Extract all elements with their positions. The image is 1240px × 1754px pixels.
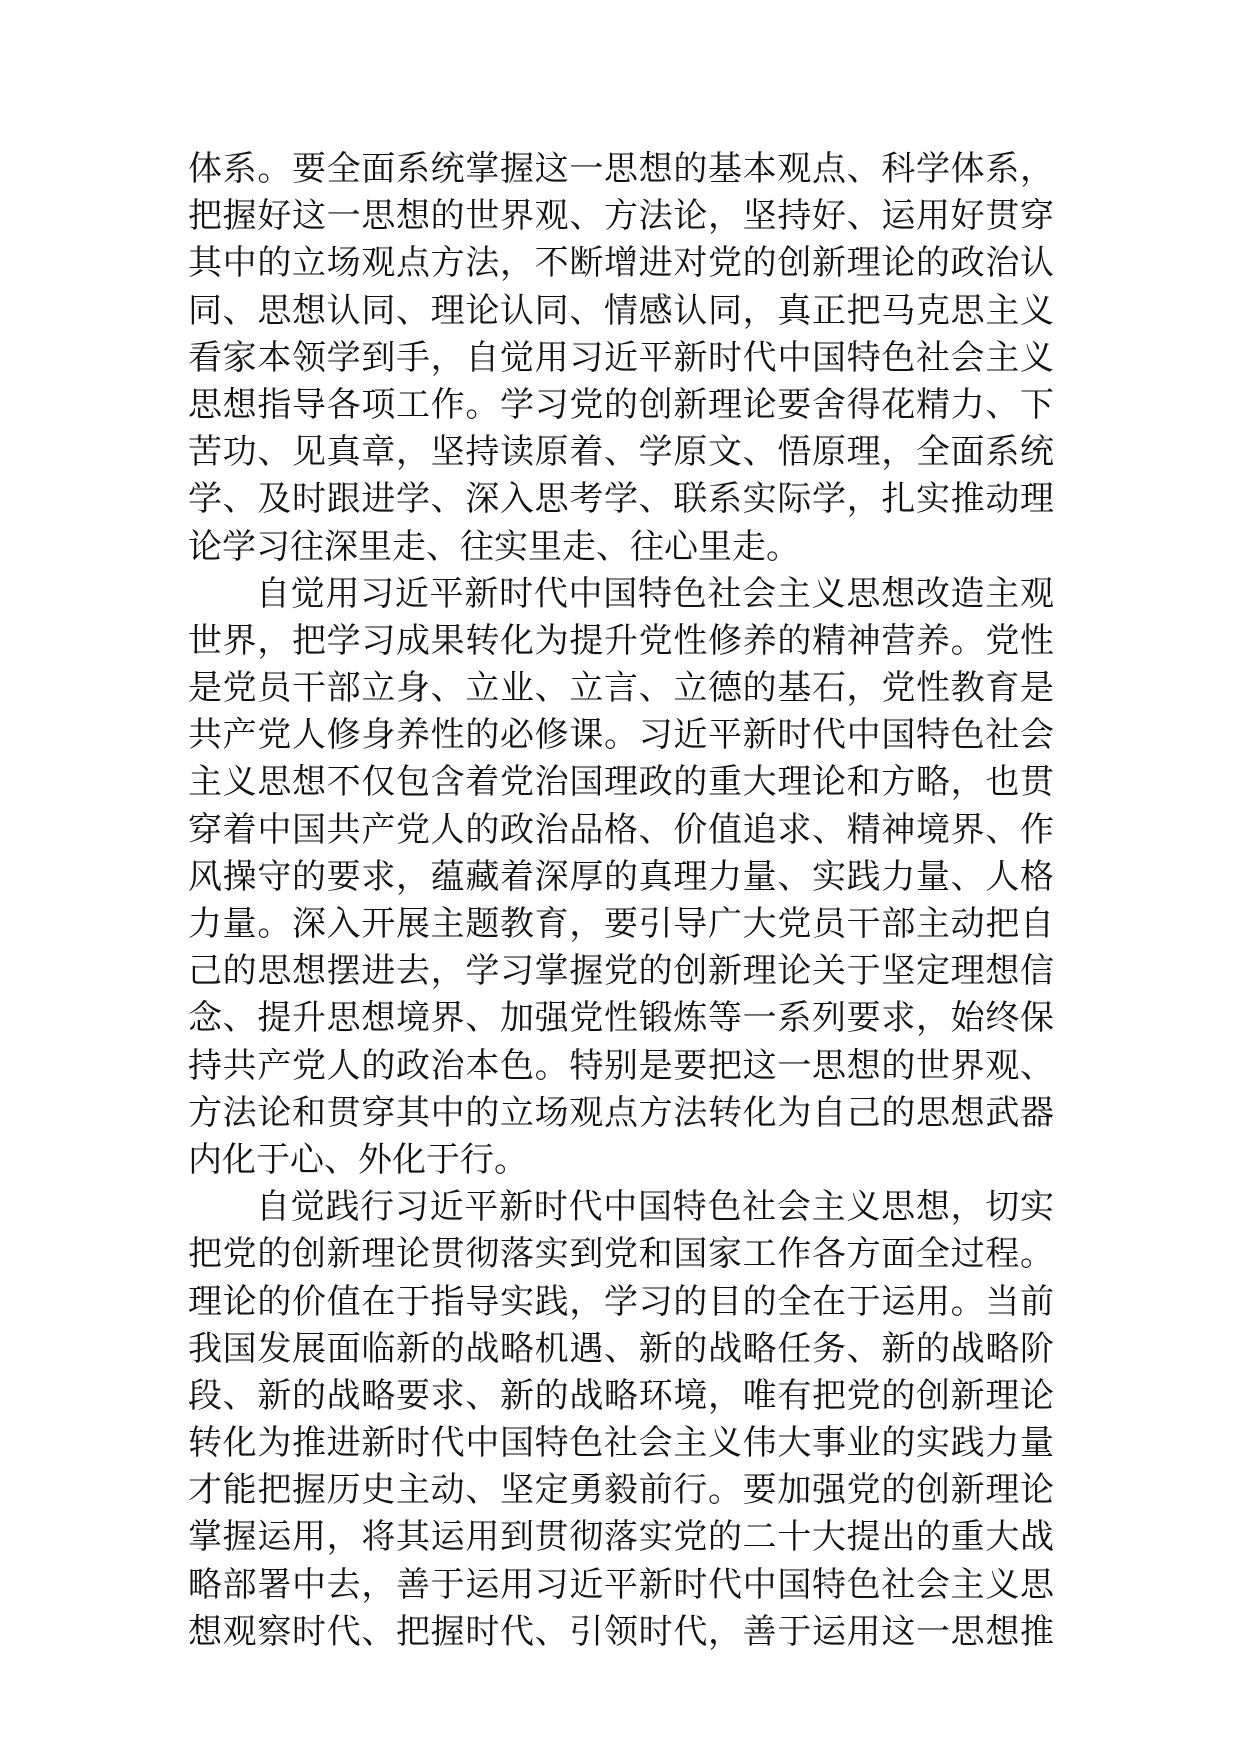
text-line: 掌握运用，将其运用到贯彻落实党的二十大提出的重大战 (188, 1517, 1054, 1558)
text-line: 把握好这一思想的世界观、方法论，坚持好、运用好贯穿 (188, 196, 1054, 237)
text-line: 理论的价值在于指导实践，学习的目的全在于运用。当前 (188, 1281, 1054, 1322)
text-line: 自觉践行习近平新时代中国特色社会主义思想，切实 (256, 1187, 1054, 1228)
text-line: 看家本领学到手，自觉用习近平新时代中国特色社会主义 (188, 337, 1054, 378)
text-line: 其中的立场观点方法，不断增进对党的创新理论的政治认 (188, 243, 1054, 284)
paragraph-1 (188, 146, 1054, 571)
text-line: 想观察时代、把握时代、引领时代，善于运用这一思想推 (188, 1611, 1054, 1652)
text-line: 论学习往深里走、往实里走、往心里走。 (188, 526, 800, 567)
text-line: 苦功、见真章，坚持读原着、学原文、悟原理，全面系统 (188, 432, 1054, 473)
text-line: 持共产党人的政治本色。特别是要把这一思想的世界观、 (188, 1045, 1054, 1086)
text-line: 才能把握历史主动、坚定勇毅前行。要加强党的创新理论 (188, 1470, 1054, 1511)
document-body (188, 146, 1054, 1656)
text-line: 念、提升思想境界、加强党性锻炼等一系列要求，始终保 (188, 998, 1054, 1039)
text-line: 风操守的要求，蕴藏着深厚的真理力量、实践力量、人格 (188, 856, 1054, 897)
text-line: 己的思想摆进去，学习掌握党的创新理论关于坚定理想信 (188, 951, 1054, 992)
paragraph-2 (188, 571, 1054, 1184)
text-line: 体系。要全面系统掌握这一思想的基本观点、科学体系， (188, 149, 1054, 189)
text-line: 力量。深入开展主题教育，要引导广大党员干部主动把自 (188, 904, 1054, 944)
text-line: 把党的创新理论贯彻落实到党和国家工作各方面全过程。 (188, 1234, 1054, 1275)
text-line: 方法论和贯穿其中的立场观点方法转化为自己的思想武器 (188, 1092, 1054, 1133)
text-line: 转化为推进新时代中国特色社会主义伟大事业的实践力量 (188, 1423, 1054, 1464)
text-line: 世界，把学习成果转化为提升党性修养的精神营养。党性 (188, 620, 1054, 661)
text-line: 是党员干部立身、立业、立言、立德的基石，党性教育是 (188, 668, 1054, 709)
text-line: 思想指导各项工作。学习党的创新理论要舍得花精力、下 (188, 384, 1054, 425)
text-line: 段、新的战略要求、新的战略环境，唯有把党的创新理论 (188, 1375, 1054, 1416)
text-line: 学、及时跟进学、深入思考学、联系实际学，扎实推动理 (188, 479, 1054, 520)
text-line: 内化于心、外化于行。 (188, 1139, 528, 1180)
text-line: 主义思想不仅包含着党治国理政的重大理论和方略，也贯 (188, 762, 1054, 803)
text-line: 略部署中去，善于运用习近平新时代中国特色社会主义思 (188, 1564, 1054, 1605)
text-line: 同、思想认同、理论认同、情感认同，真正把马克思主义 (188, 290, 1054, 331)
text-line: 共产党人修身养性的必修课。习近平新时代中国特色社会 (188, 715, 1054, 756)
paragraph-3 (188, 1184, 1054, 1656)
text-line: 自觉用习近平新时代中国特色社会主义思想改造主观 (256, 573, 1054, 614)
text-line: 穿着中国共产党人的政治品格、价值追求、精神境界、作 (188, 809, 1054, 850)
text-line: 我国发展面临新的战略机遇、新的战略任务、新的战略阶 (188, 1328, 1054, 1369)
